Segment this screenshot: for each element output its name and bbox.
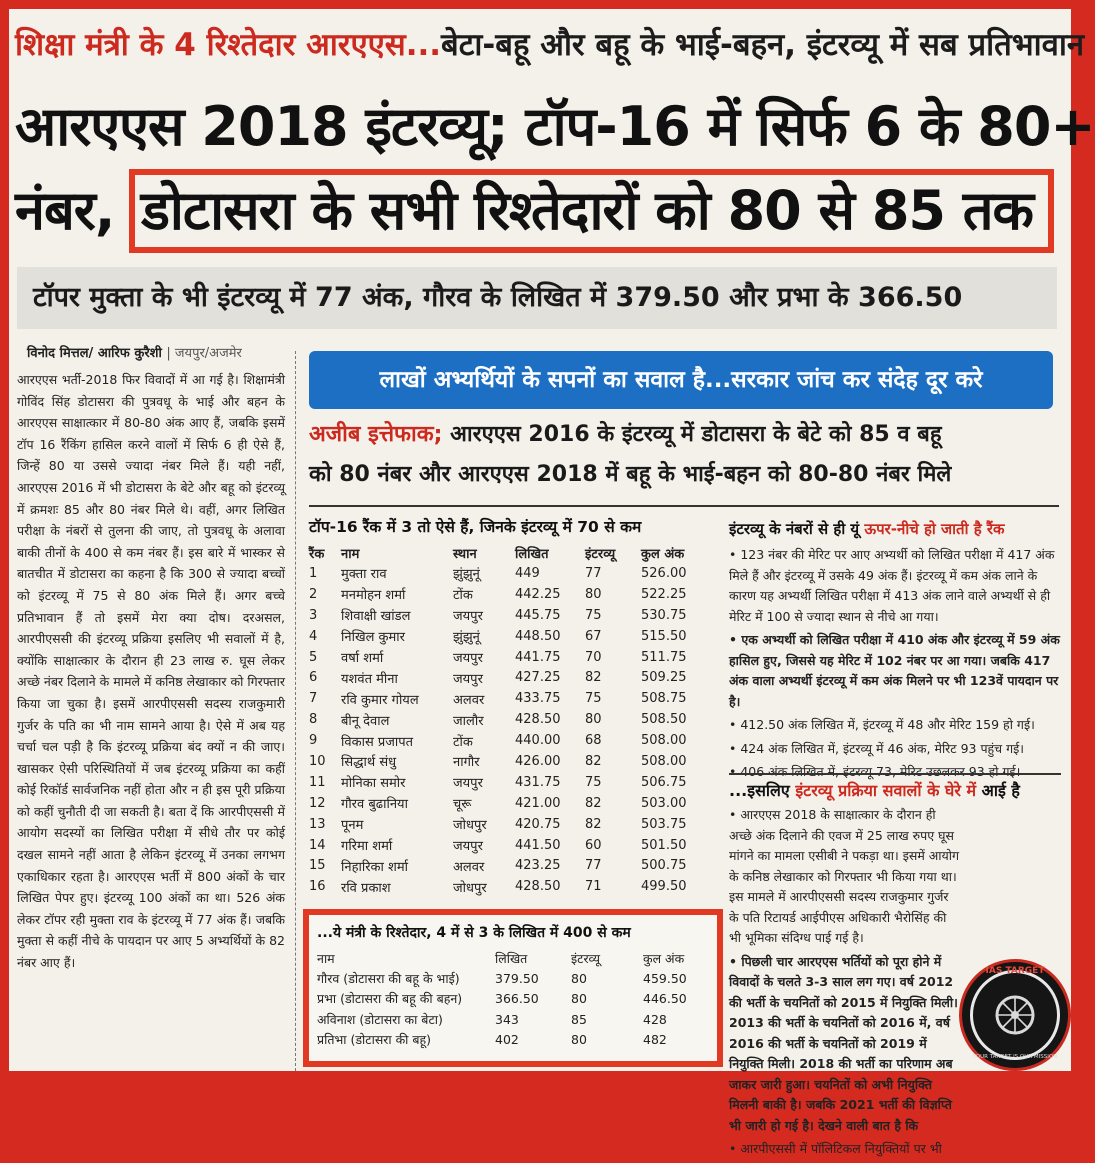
table-cell: 85 bbox=[571, 1011, 587, 1027]
table-cell: 508.00 bbox=[641, 733, 687, 749]
table-cell: मोनिका समोर bbox=[341, 776, 406, 792]
bullet-item: • 412.50 अंक लिखित में, इंटरव्यू में 48 और मेरिट 159 हो गई। bbox=[729, 717, 1035, 732]
table-cell: 3 bbox=[309, 607, 318, 623]
top16-row bbox=[309, 876, 719, 897]
table-cell: 508.50 bbox=[641, 712, 687, 728]
table-cell: 508.75 bbox=[641, 691, 687, 707]
table-cell: 82 bbox=[585, 795, 602, 811]
table-cell: 428 bbox=[643, 1011, 667, 1027]
column-divider bbox=[295, 351, 296, 1071]
table-cell: जयपुर bbox=[453, 651, 483, 666]
right-heading-2-black: ...इसलिए bbox=[729, 781, 796, 800]
table-cell: झुंझुनूं bbox=[453, 567, 480, 583]
table-cell: गौरव बुढानिया bbox=[341, 797, 408, 813]
table-cell: 75 bbox=[585, 691, 602, 707]
relatives-table bbox=[317, 948, 709, 1050]
table-cell: 15 bbox=[309, 858, 326, 874]
relatives-header-row bbox=[317, 948, 709, 968]
col-header: कुल अंक bbox=[641, 547, 685, 562]
table-cell: 526.00 bbox=[641, 565, 687, 581]
table-cell: जयपुर bbox=[453, 839, 483, 855]
col-header: लिखित bbox=[495, 950, 528, 966]
table-cell: गौरव (डोटासरा की बहू के भाई) bbox=[317, 970, 460, 986]
table-cell: 503.00 bbox=[641, 795, 687, 811]
relatives-row bbox=[317, 1009, 709, 1030]
kicker-line bbox=[15, 15, 1085, 75]
col-header: कुल अंक bbox=[643, 950, 685, 966]
table-cell: 82 bbox=[585, 670, 602, 686]
table-cell: अविनाश (डोटासरा का बेटा) bbox=[317, 1011, 443, 1027]
table-cell: 445.75 bbox=[515, 607, 561, 623]
table-cell: 522.25 bbox=[641, 586, 687, 602]
table-cell: 441.50 bbox=[515, 837, 561, 853]
table-cell: चूरू bbox=[453, 797, 472, 813]
right-section-1 bbox=[729, 545, 1061, 786]
col-header: इंटरव्यू bbox=[585, 547, 616, 562]
table-cell: जयपुर bbox=[453, 671, 483, 687]
table-cell: पूनम bbox=[341, 818, 364, 834]
table-cell: 442.25 bbox=[515, 586, 561, 602]
bullet-item: • आरपीएससी में पॉलिटिकल नियुक्तियों पर भी bbox=[729, 1141, 942, 1156]
table-cell: 82 bbox=[585, 753, 602, 769]
kicker-black: बेटा-बहू और बहू के भाई-बहन, इंटरव्यू में सब प्रतिभावान bbox=[441, 27, 1085, 63]
table-cell: नागौर bbox=[453, 755, 480, 771]
table-cell: 82 bbox=[585, 816, 602, 832]
table-cell: 7 bbox=[309, 691, 318, 707]
table-cell: 428.50 bbox=[515, 879, 561, 895]
top16-row bbox=[309, 772, 719, 793]
table-cell: 500.75 bbox=[641, 858, 687, 874]
col-header: लिखित bbox=[515, 547, 549, 562]
table-cell: गरिमा शर्मा bbox=[341, 839, 393, 855]
ias-target-logo bbox=[959, 959, 1071, 1071]
table-cell: रवि प्रकाश bbox=[341, 880, 391, 896]
relatives-row bbox=[317, 968, 709, 989]
right-heading-1-black: इंटरव्यू के नंबरों से ही यूं bbox=[729, 520, 865, 538]
table-cell: 77 bbox=[585, 565, 602, 581]
table-cell: 80 bbox=[585, 586, 602, 602]
table-cell: मनमोहन शर्मा bbox=[341, 588, 406, 604]
table-cell: 509.25 bbox=[641, 670, 687, 686]
table-cell: 5 bbox=[309, 649, 318, 665]
table-cell: निहारिका शर्मा bbox=[341, 859, 409, 875]
teaser-line-2: को 80 नंबर और आरएएस 2018 में बहू के भाई-बहन को 80-80 नंबर मिले bbox=[309, 462, 952, 487]
top16-row bbox=[309, 563, 719, 584]
table-cell: 446.50 bbox=[643, 991, 687, 1007]
headline-line-2 bbox=[15, 169, 1065, 253]
col-header: स्थान bbox=[453, 547, 477, 562]
table-cell: 67 bbox=[585, 628, 602, 644]
right-section-2 bbox=[729, 805, 961, 1163]
wheel-icon bbox=[990, 990, 1040, 1040]
table-cell: 2 bbox=[309, 586, 318, 602]
table-cell: 68 bbox=[585, 733, 602, 749]
table-cell: टोंक bbox=[453, 588, 473, 604]
top16-table bbox=[309, 543, 719, 897]
table-cell: मुक्ता राव bbox=[341, 567, 387, 583]
table-cell: 80 bbox=[571, 970, 587, 986]
blue-banner: लाखों अभ्यर्थियों के सपनों का सवाल है...सरकार जांच कर संदेह दूर करे bbox=[309, 351, 1053, 409]
col-header: नाम bbox=[341, 547, 360, 562]
table-cell: झुंझुनूं bbox=[453, 630, 480, 646]
bullet-item: • 123 नंबर की मेरिट पर आए अभ्यर्थी को लिखित परीक्षा में 417 अंक मिले हैं और इंटरव्यू में उसके 49 अंक हैं। इंटरव्यू में कम अंक लाने के कारण यह अभ्यर्थी लिखित परीक्षा में 413 अंक लाने वाले अभ्यर्थी से ही मेरिट में 100 से ज्यादा स्थान से नीचे आ गया। bbox=[729, 547, 1055, 624]
table-cell: प्रभा (डोटासरा की बहू की बहन) bbox=[317, 991, 463, 1007]
byline-location: | जयपुर/अजमेर bbox=[166, 346, 242, 361]
col-header: नाम bbox=[317, 950, 335, 966]
right-rule bbox=[729, 773, 1061, 775]
table-cell: 482 bbox=[643, 1032, 667, 1048]
table-cell: 402 bbox=[495, 1032, 519, 1048]
top16-row bbox=[309, 605, 719, 626]
teaser bbox=[309, 415, 1053, 497]
byline bbox=[27, 343, 242, 361]
table-cell: 80 bbox=[585, 712, 602, 728]
table-cell: 423.25 bbox=[515, 858, 561, 874]
table-cell: 12 bbox=[309, 795, 326, 811]
table-cell: 343 bbox=[495, 1011, 519, 1027]
col-header: रैंक bbox=[309, 547, 325, 562]
top16-row bbox=[309, 751, 719, 772]
right-heading-2 bbox=[729, 779, 1020, 801]
top16-row bbox=[309, 855, 719, 876]
table-cell: 379.50 bbox=[495, 970, 539, 986]
table-cell: जयपुर bbox=[453, 776, 483, 792]
bullet-item: • 406 अंक लिखित में, इंटरव्यू 73, मेरिट उछलकर 93 हो गई। bbox=[729, 764, 1021, 779]
top16-row bbox=[309, 667, 719, 688]
headline-highlight-box: डोटासरा के सभी रिश्तेदारों को 80 से 85 तक bbox=[129, 169, 1054, 253]
table-cell: 80 bbox=[571, 991, 587, 1007]
right-heading-1-red: ऊपर-नीचे हो जाती है रैंक bbox=[864, 520, 1005, 538]
relatives-box bbox=[303, 909, 723, 1067]
table-cell: 508.00 bbox=[641, 753, 687, 769]
table-cell: 1 bbox=[309, 565, 318, 581]
table-cell: 426.00 bbox=[515, 753, 561, 769]
top16-row bbox=[309, 647, 719, 668]
table-cell: 13 bbox=[309, 816, 326, 832]
table-cell: 511.75 bbox=[641, 649, 687, 665]
right-heading-2-red: इंटरव्यू प्रक्रिया सवालों के घेरे में bbox=[795, 781, 977, 800]
table-cell: 499.50 bbox=[641, 879, 687, 895]
table-cell: बीनू देवाल bbox=[341, 713, 390, 729]
teaser-line-1: आरएएस 2016 के इंटरव्यू में डोटासरा के बेटे को 85 व बहू bbox=[442, 422, 942, 447]
top16-title: टॉप-16 रैंक में 3 तो ऐसे हैं, जिनके इंटरव्यू में 70 से कम bbox=[309, 518, 642, 536]
table-cell: 440.00 bbox=[515, 733, 561, 749]
bullet-item: • एक अभ्यर्थी को लिखित परीक्षा में 410 अंक और इंटरव्यू में 59 अंक हासिल हुए, जिससे यह मेरिट में 102 नंबर पर आ गया। जबकि 417 अंक वाला अभ्यर्थी इंटरव्यू में कम अंक मिलने पर भी 123वें पायदान पर है। bbox=[729, 632, 1060, 709]
table-cell: 515.50 bbox=[641, 628, 687, 644]
table-cell: 75 bbox=[585, 607, 602, 623]
table-cell: 77 bbox=[585, 858, 602, 874]
table-cell: 70 bbox=[585, 649, 602, 665]
top16-row bbox=[309, 835, 719, 856]
right-heading-1 bbox=[729, 519, 1005, 539]
table-cell: टोंक bbox=[453, 734, 473, 750]
relatives-row bbox=[317, 989, 709, 1010]
top16-header-row bbox=[309, 543, 719, 563]
table-cell: 10 bbox=[309, 753, 326, 769]
table-cell: 366.50 bbox=[495, 991, 539, 1007]
table-cell: 427.25 bbox=[515, 670, 561, 686]
logo-motto: YOUR TARGET IS OUR MISSION bbox=[972, 1054, 1058, 1060]
table-cell: 431.75 bbox=[515, 774, 561, 790]
byline-authors: विनोद मित्तल/ आरिफ कुरैशी bbox=[27, 346, 162, 361]
top16-row bbox=[309, 814, 719, 835]
bullet-item: • 424 अंक लिखित में, इंटरव्यू में 46 अंक, मेरिट 93 पहुंच गई। bbox=[729, 740, 1025, 756]
table-cell: रवि कुमार गोयल bbox=[341, 692, 419, 708]
table-cell: 503.75 bbox=[641, 816, 687, 832]
section-rule bbox=[309, 505, 1059, 507]
table-cell: 6 bbox=[309, 670, 318, 686]
headline-line-1: आरएएस 2018 इंटरव्यू; टॉप-16 में सिर्फ 6 के 80+ bbox=[15, 95, 1095, 158]
table-cell: शिवाक्षी खांडल bbox=[341, 609, 411, 625]
table-cell: 506.75 bbox=[641, 774, 687, 790]
table-cell: वर्षा शर्मा bbox=[341, 651, 384, 666]
top16-row bbox=[309, 709, 719, 730]
right-heading-2-black2: आई है bbox=[976, 781, 1020, 800]
top16-row bbox=[309, 793, 719, 814]
table-cell: 75 bbox=[585, 774, 602, 790]
top16-row bbox=[309, 584, 719, 605]
table-cell: 421.00 bbox=[515, 795, 561, 811]
table-cell: सिद्धार्थ संधु bbox=[341, 755, 397, 771]
table-cell: 16 bbox=[309, 879, 326, 895]
bullet-item: • आरएएस 2018 के साक्षात्कार के दौरान ही अच्छे अंक दिलाने की एवज में 25 लाख रुपए घूस मांगने का मामला एसीबी ने पकड़ा था। इसमें आयोग के कनिष्ठ लेखाकार को गिरफ्तार भी किया गया था। इस मामले में आरपीएससी सदस्य राजकुमार गुर्जर के पति रिटायर्ड आईपीएस अधिकारी भैरोसिंह की भी भूमिका संदिग्ध पाई गई है। bbox=[729, 807, 960, 945]
table-cell: 71 bbox=[585, 879, 602, 895]
table-cell: 80 bbox=[571, 1032, 587, 1048]
table-cell: 8 bbox=[309, 712, 318, 728]
table-cell: अलवर bbox=[453, 859, 485, 875]
table-cell: 448.50 bbox=[515, 628, 561, 644]
table-cell: निखिल कुमार bbox=[341, 630, 405, 646]
subheadline: टॉपर मुक्ता के भी इंटरव्यू में 77 अंक, गौरव के लिखित में 379.50 और प्रभा के 366.50 bbox=[17, 267, 1057, 329]
table-cell: अलवर bbox=[453, 692, 485, 708]
table-cell: विकास प्रजापत bbox=[341, 734, 414, 750]
bullet-item: • पिछली चार आरएएस भर्तियों को पूरा होने में विवादों के चलते 3-3 साल लग गए। वर्ष 2012 की भर्ती के चयनितों को 2015 में नियुक्ति मिली। 2013 की भर्ती के चयनितों को 2016 में, वर्ष 2016 की भर्ती के चयनितों को 2019 में नियुक्ति मिली। 2018 की भर्ती का परिणाम अब जाकर जारी हुआ। चयनितों को अभी नियुक्ति मिलनी बाकी है। जबकि 2021 भर्ती की विज्ञप्ति भी जारी हो गई है। देखने वाली बात है कि bbox=[729, 953, 958, 1133]
table-cell: 14 bbox=[309, 837, 326, 853]
table-cell: 420.75 bbox=[515, 816, 561, 832]
table-cell: 501.50 bbox=[641, 837, 687, 853]
logo-name: IAS TARGET bbox=[985, 966, 1045, 976]
kicker-red: शिक्षा मंत्री के 4 रिश्तेदार आरएएस... bbox=[15, 27, 442, 63]
left-article-body: आरएएस भर्ती-2018 फिर विवादों में आ गई है। शिक्षामंत्री गोविंद सिंह डोटासरा की पुत्रवधू के भाई और बहन के आरएएस साक्षात्कार में 80-80 अंक आए हैं, जबकि इसमें टॉप 16 रैंकिंग हासिल करने वालों में सिर्फ 6 ही ऐसे हैं, जिन्हें 80 या उससे ज्यादा नंबर मिले हैं। यही नहीं, आरएएस 2016 में भी डोटासरा के बेटे और बहू को इंटरव्यू में क्रमशः 85 और 80 नंबर मिले थे। वहीं, अगर लिखित परीक्षा के नंबरों से तुलना की जाए, तो पुत्रवधू के अलावा बाकी तीनों के 400 से कम नंबर हैं। इस बारे में भास्कर से बातचीत में डोटासरा का कहना है कि 300 से ज्यादा बच्चों को इंटरव्यू में 75 से 80 अंक मिले हैं। अगर बच्चे प्रतिभावान हैं तो इसमें मेरा क्या दोष। दरअसल, आरपीएससी की इंटरव्यू प्रक्रिया इसलिए भी सवालों में है, क्योंकि साक्षात्कार के दौरान ही 23 लाख रु. घूस लेकर अच्छे नंबर दिलाने के मामले में कनिष्ठ लेखाकार को गिरफ्तार किया जा चुका है। इसमें आरपीएससी सदस्य राजकुमारी गुर्जर के पति का भी नाम सामने आया है। ऐसे में अब यह चर्चा चल पड़ी है कि इंटरव्यू प्रक्रिया बंद क्यों न की जाए। खासकर ऐसी परिस्थितियों में जब इंटरव्यू प्रक्रिया का कहीं कोई रिकॉर्ड सार्वजनिक नहीं होता और न ही इस पूरी प्रक्रिया को कहीं चुनौती दी जा सकती है। बता दें कि आरपीएससी में आयोग सदस्यों का लिखित परीक्षा में सीधे तौर पर कोई दखल सामने नहीं आता है लेकिन इंटरव्यू में उनका लगभग एकाधिकार रहता है। आरएएस भर्ती में 800 अंकों के चार लिखित पेपर हुए। इंटरव्यू 100 अंकों का था। 526 अंक लेकर टॉपर रही मुक्ता राव के इंटरव्यू में 77 अंक हैं। जबकि मुक्ता से कहीं नीचे के पायदान पर आए 5 अभ्यर्थियों के 82 नंबर आए हैं। bbox=[17, 372, 285, 971]
table-cell: 428.50 bbox=[515, 712, 561, 728]
table-cell: 530.75 bbox=[641, 607, 687, 623]
table-cell: 459.50 bbox=[643, 970, 687, 986]
table-cell: जालौर bbox=[453, 713, 484, 729]
table-cell: 441.75 bbox=[515, 649, 561, 665]
top16-row bbox=[309, 626, 719, 647]
table-cell: 449 bbox=[515, 565, 540, 581]
table-cell: 4 bbox=[309, 628, 318, 644]
top16-row bbox=[309, 688, 719, 709]
table-cell: जोधपुर bbox=[453, 880, 487, 896]
table-cell: यशवंत मीना bbox=[341, 671, 398, 687]
top16-row bbox=[309, 730, 719, 751]
col-header: इंटरव्यू bbox=[571, 950, 601, 966]
table-cell: 9 bbox=[309, 733, 318, 749]
table-cell: जयपुर bbox=[453, 609, 483, 625]
table-cell: 11 bbox=[309, 774, 326, 790]
newspaper-clipping bbox=[9, 9, 1095, 1156]
table-cell: प्रतिभा (डोटासरा की बहू) bbox=[317, 1032, 432, 1048]
table-cell: 60 bbox=[585, 837, 602, 853]
relatives-row bbox=[317, 1030, 709, 1051]
table-cell: 433.75 bbox=[515, 691, 561, 707]
teaser-red: अजीब इत्तेफाक; bbox=[309, 422, 443, 447]
headline-line-2-lead: नंबर, bbox=[15, 179, 115, 242]
relatives-title: ...ये मंत्री के रिश्तेदार, 4 में से 3 के लिखित में 400 से कम bbox=[317, 925, 631, 941]
table-cell: जोधपुर bbox=[453, 818, 487, 834]
